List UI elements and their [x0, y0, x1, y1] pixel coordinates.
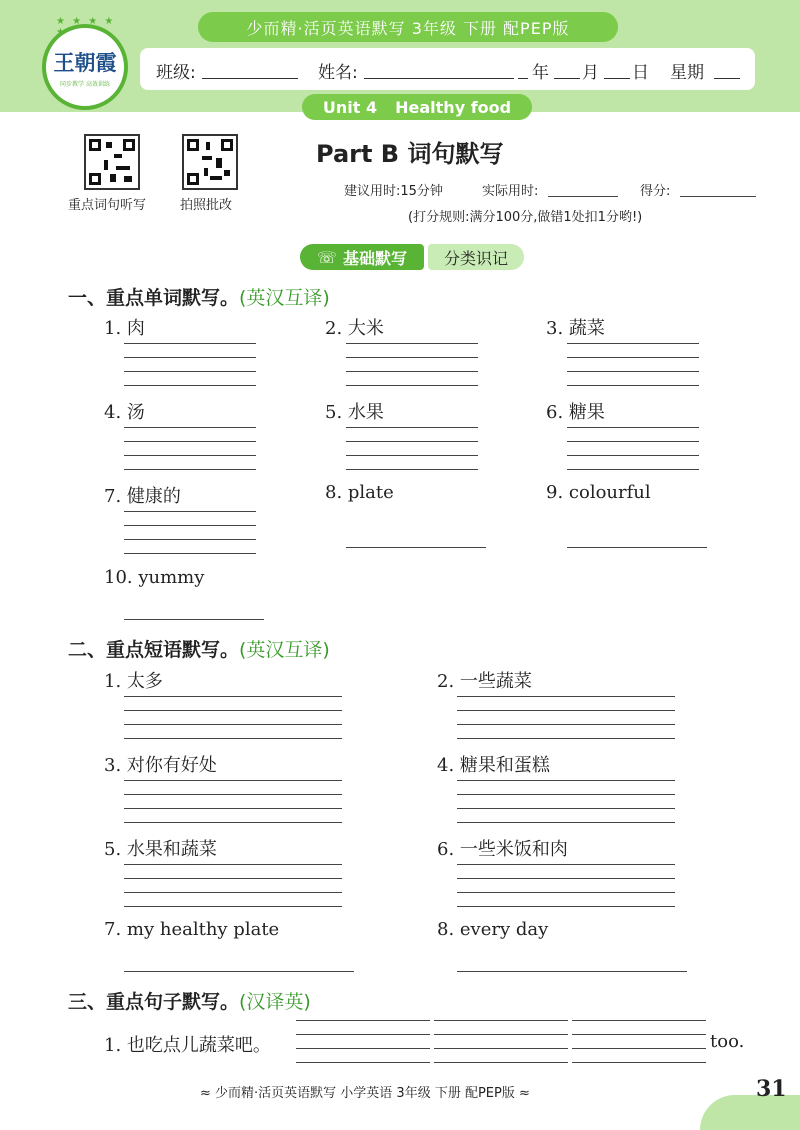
answer-line[interactable] [124, 427, 256, 428]
word-item: 4. 汤 [104, 402, 145, 423]
month-field[interactable] [554, 78, 580, 79]
answer-line[interactable] [434, 1048, 568, 1049]
phrase-item: 3. 对你有好处 [104, 755, 217, 776]
answer-line[interactable] [346, 385, 478, 386]
classification-tag: 分类识记 [428, 244, 524, 270]
answer-line[interactable] [567, 427, 699, 428]
answer-line[interactable] [457, 724, 675, 725]
answer-line[interactable] [124, 971, 354, 972]
day-label: 日 [632, 63, 649, 83]
section-1-note: (英汉互译) [239, 287, 330, 309]
page-number: 31 [756, 1076, 787, 1102]
section-2-heading: 二、重点短语默写。 [68, 639, 240, 661]
word-item: 1. 肉 [104, 318, 145, 339]
class-label: 班级: [156, 63, 196, 83]
answer-line[interactable] [572, 1048, 706, 1049]
answer-line[interactable] [457, 780, 675, 781]
answer-line[interactable] [434, 1062, 568, 1063]
logo-text: 王朝霞 [53, 49, 117, 75]
answer-line[interactable] [457, 906, 675, 907]
qr-code-icon[interactable] [182, 134, 238, 190]
answer-line[interactable] [567, 455, 699, 456]
word-item: 9. colourful [546, 482, 651, 503]
word-item: 6. 糖果 [546, 402, 605, 423]
answer-line[interactable] [124, 619, 264, 620]
answer-line[interactable] [296, 1062, 430, 1063]
suggested-time: 建议用时:15分钟 [344, 184, 443, 199]
phrase-item: 5. 水果和蔬菜 [104, 839, 217, 860]
answer-line[interactable] [346, 441, 478, 442]
phrase-item: 6. 一些米饭和肉 [437, 839, 568, 860]
answer-line[interactable] [567, 469, 699, 470]
word-item: 5. 水果 [325, 402, 384, 423]
answer-line[interactable] [346, 357, 478, 358]
answer-line[interactable] [457, 710, 675, 711]
name-field[interactable] [364, 78, 514, 79]
answer-line[interactable] [572, 1034, 706, 1035]
answer-line[interactable] [346, 455, 478, 456]
answer-line[interactable] [457, 808, 675, 809]
answer-line[interactable] [457, 971, 687, 972]
answer-line[interactable] [124, 738, 342, 739]
phrase-item: 7. my healthy plate [104, 919, 280, 940]
phrase-item: 1. 太多 [104, 671, 163, 692]
sentence-prompt: 1. 也吃点儿蔬菜吧。 [104, 1035, 271, 1056]
word-item: 7. 健康的 [104, 486, 181, 507]
phrase-item: 2. 一些蔬菜 [437, 671, 532, 692]
answer-line[interactable] [346, 343, 478, 344]
answer-line[interactable] [346, 371, 478, 372]
answer-line[interactable] [124, 455, 256, 456]
section-3-note: (汉译英) [239, 991, 311, 1013]
day-field[interactable] [604, 78, 630, 79]
weekday-field[interactable] [714, 78, 740, 79]
answer-line[interactable] [124, 822, 342, 823]
answer-line[interactable] [124, 710, 342, 711]
logo-subtext: 同步教学 高效训练 [60, 80, 110, 88]
answer-line[interactable] [124, 469, 256, 470]
answer-line[interactable] [124, 357, 256, 358]
phrase-item: 4. 糖果和蛋糕 [437, 755, 550, 776]
answer-line[interactable] [567, 385, 699, 386]
answer-line[interactable] [434, 1020, 568, 1021]
star-icon: ★ ★ ★ ★ ★ [56, 16, 116, 38]
scoring-rule: (打分规则:满分100分,做错1处扣1分哟!) [408, 210, 643, 225]
year-field[interactable] [518, 78, 528, 79]
answer-line[interactable] [457, 878, 675, 879]
answer-line[interactable] [567, 547, 707, 548]
answer-line[interactable] [457, 864, 675, 865]
answer-line[interactable] [296, 1034, 430, 1035]
answer-line[interactable] [124, 511, 256, 512]
section-2-title [68, 635, 330, 662]
actual-time-label: 实际用时: [482, 184, 539, 199]
answer-line[interactable] [572, 1020, 706, 1021]
word-item: 2. 大米 [325, 318, 384, 339]
basic-dictation-tag [300, 244, 424, 270]
word-item: 10. yummy [104, 567, 205, 588]
weekday-label: 星期 [670, 63, 704, 83]
answer-line[interactable] [124, 780, 342, 781]
actual-time-field[interactable] [548, 196, 618, 197]
section-1-heading: 一、重点单词默写。 [68, 287, 240, 309]
tag-main-label: 基础默写 [343, 248, 408, 268]
answer-line[interactable] [457, 794, 675, 795]
answer-line[interactable] [124, 808, 342, 809]
section-3-title [68, 987, 311, 1014]
footer-text: ≈ 少而精·活页英语默写 小学英语 3年级 下册 配PEP版 ≈ [200, 1086, 530, 1101]
answer-line[interactable] [296, 1048, 430, 1049]
answer-line[interactable] [457, 696, 675, 697]
answer-line[interactable] [567, 357, 699, 358]
answer-line[interactable] [457, 892, 675, 893]
answer-line[interactable] [124, 906, 342, 907]
answer-line[interactable] [457, 822, 675, 823]
score-field[interactable] [680, 196, 756, 197]
unit-name: Healthy food [395, 97, 512, 117]
answer-line[interactable] [124, 892, 342, 893]
unit-number: Unit 4 [322, 97, 378, 117]
answer-line[interactable] [124, 724, 342, 725]
section-1-title [68, 283, 330, 310]
qr-label-photo-grading: 拍照批改 [180, 198, 233, 213]
answer-line[interactable] [124, 343, 256, 344]
answer-line[interactable] [434, 1034, 568, 1035]
publisher-logo [42, 16, 128, 110]
answer-line[interactable] [296, 1020, 430, 1021]
name-label: 姓名: [318, 63, 358, 83]
answer-line[interactable] [346, 547, 486, 548]
class-field[interactable] [202, 78, 298, 79]
series-title-bar: 少而精·活页英语默写 3年级 下册 配PEP版 [198, 12, 618, 42]
qr-code-icon[interactable] [84, 134, 140, 190]
answer-line[interactable] [346, 469, 478, 470]
sentence-ending: too. [710, 1031, 745, 1052]
word-item: 3. 蔬菜 [546, 318, 605, 339]
answer-line[interactable] [124, 385, 256, 386]
word-item: 8. plate [325, 482, 394, 503]
answer-line[interactable] [124, 878, 342, 879]
answer-line[interactable] [124, 525, 256, 526]
section-3-heading: 三、重点句子默写。 [68, 991, 240, 1013]
phrase-item: 8. every day [437, 919, 549, 940]
answer-line[interactable] [124, 794, 342, 795]
bell-icon: ☏ [316, 247, 337, 267]
answer-line[interactable] [124, 441, 256, 442]
year-label: 年 [532, 63, 549, 83]
answer-line[interactable] [567, 343, 699, 344]
answer-line[interactable] [567, 441, 699, 442]
score-label: 得分: [640, 184, 671, 199]
answer-line[interactable] [124, 553, 256, 554]
answer-line[interactable] [124, 696, 342, 697]
answer-line[interactable] [567, 371, 699, 372]
month-label: 月 [582, 63, 599, 83]
answer-line[interactable] [124, 371, 256, 372]
section-2-note: (英汉互译) [239, 639, 330, 661]
answer-line[interactable] [572, 1062, 706, 1063]
answer-line[interactable] [124, 864, 342, 865]
answer-line[interactable] [124, 539, 256, 540]
page-title: Part B 词句默写 [316, 140, 504, 168]
answer-line[interactable] [457, 738, 675, 739]
student-info-box [140, 48, 755, 90]
unit-bar [302, 94, 532, 120]
qr-label-dictation: 重点词句听写 [68, 198, 147, 213]
answer-line[interactable] [346, 427, 478, 428]
